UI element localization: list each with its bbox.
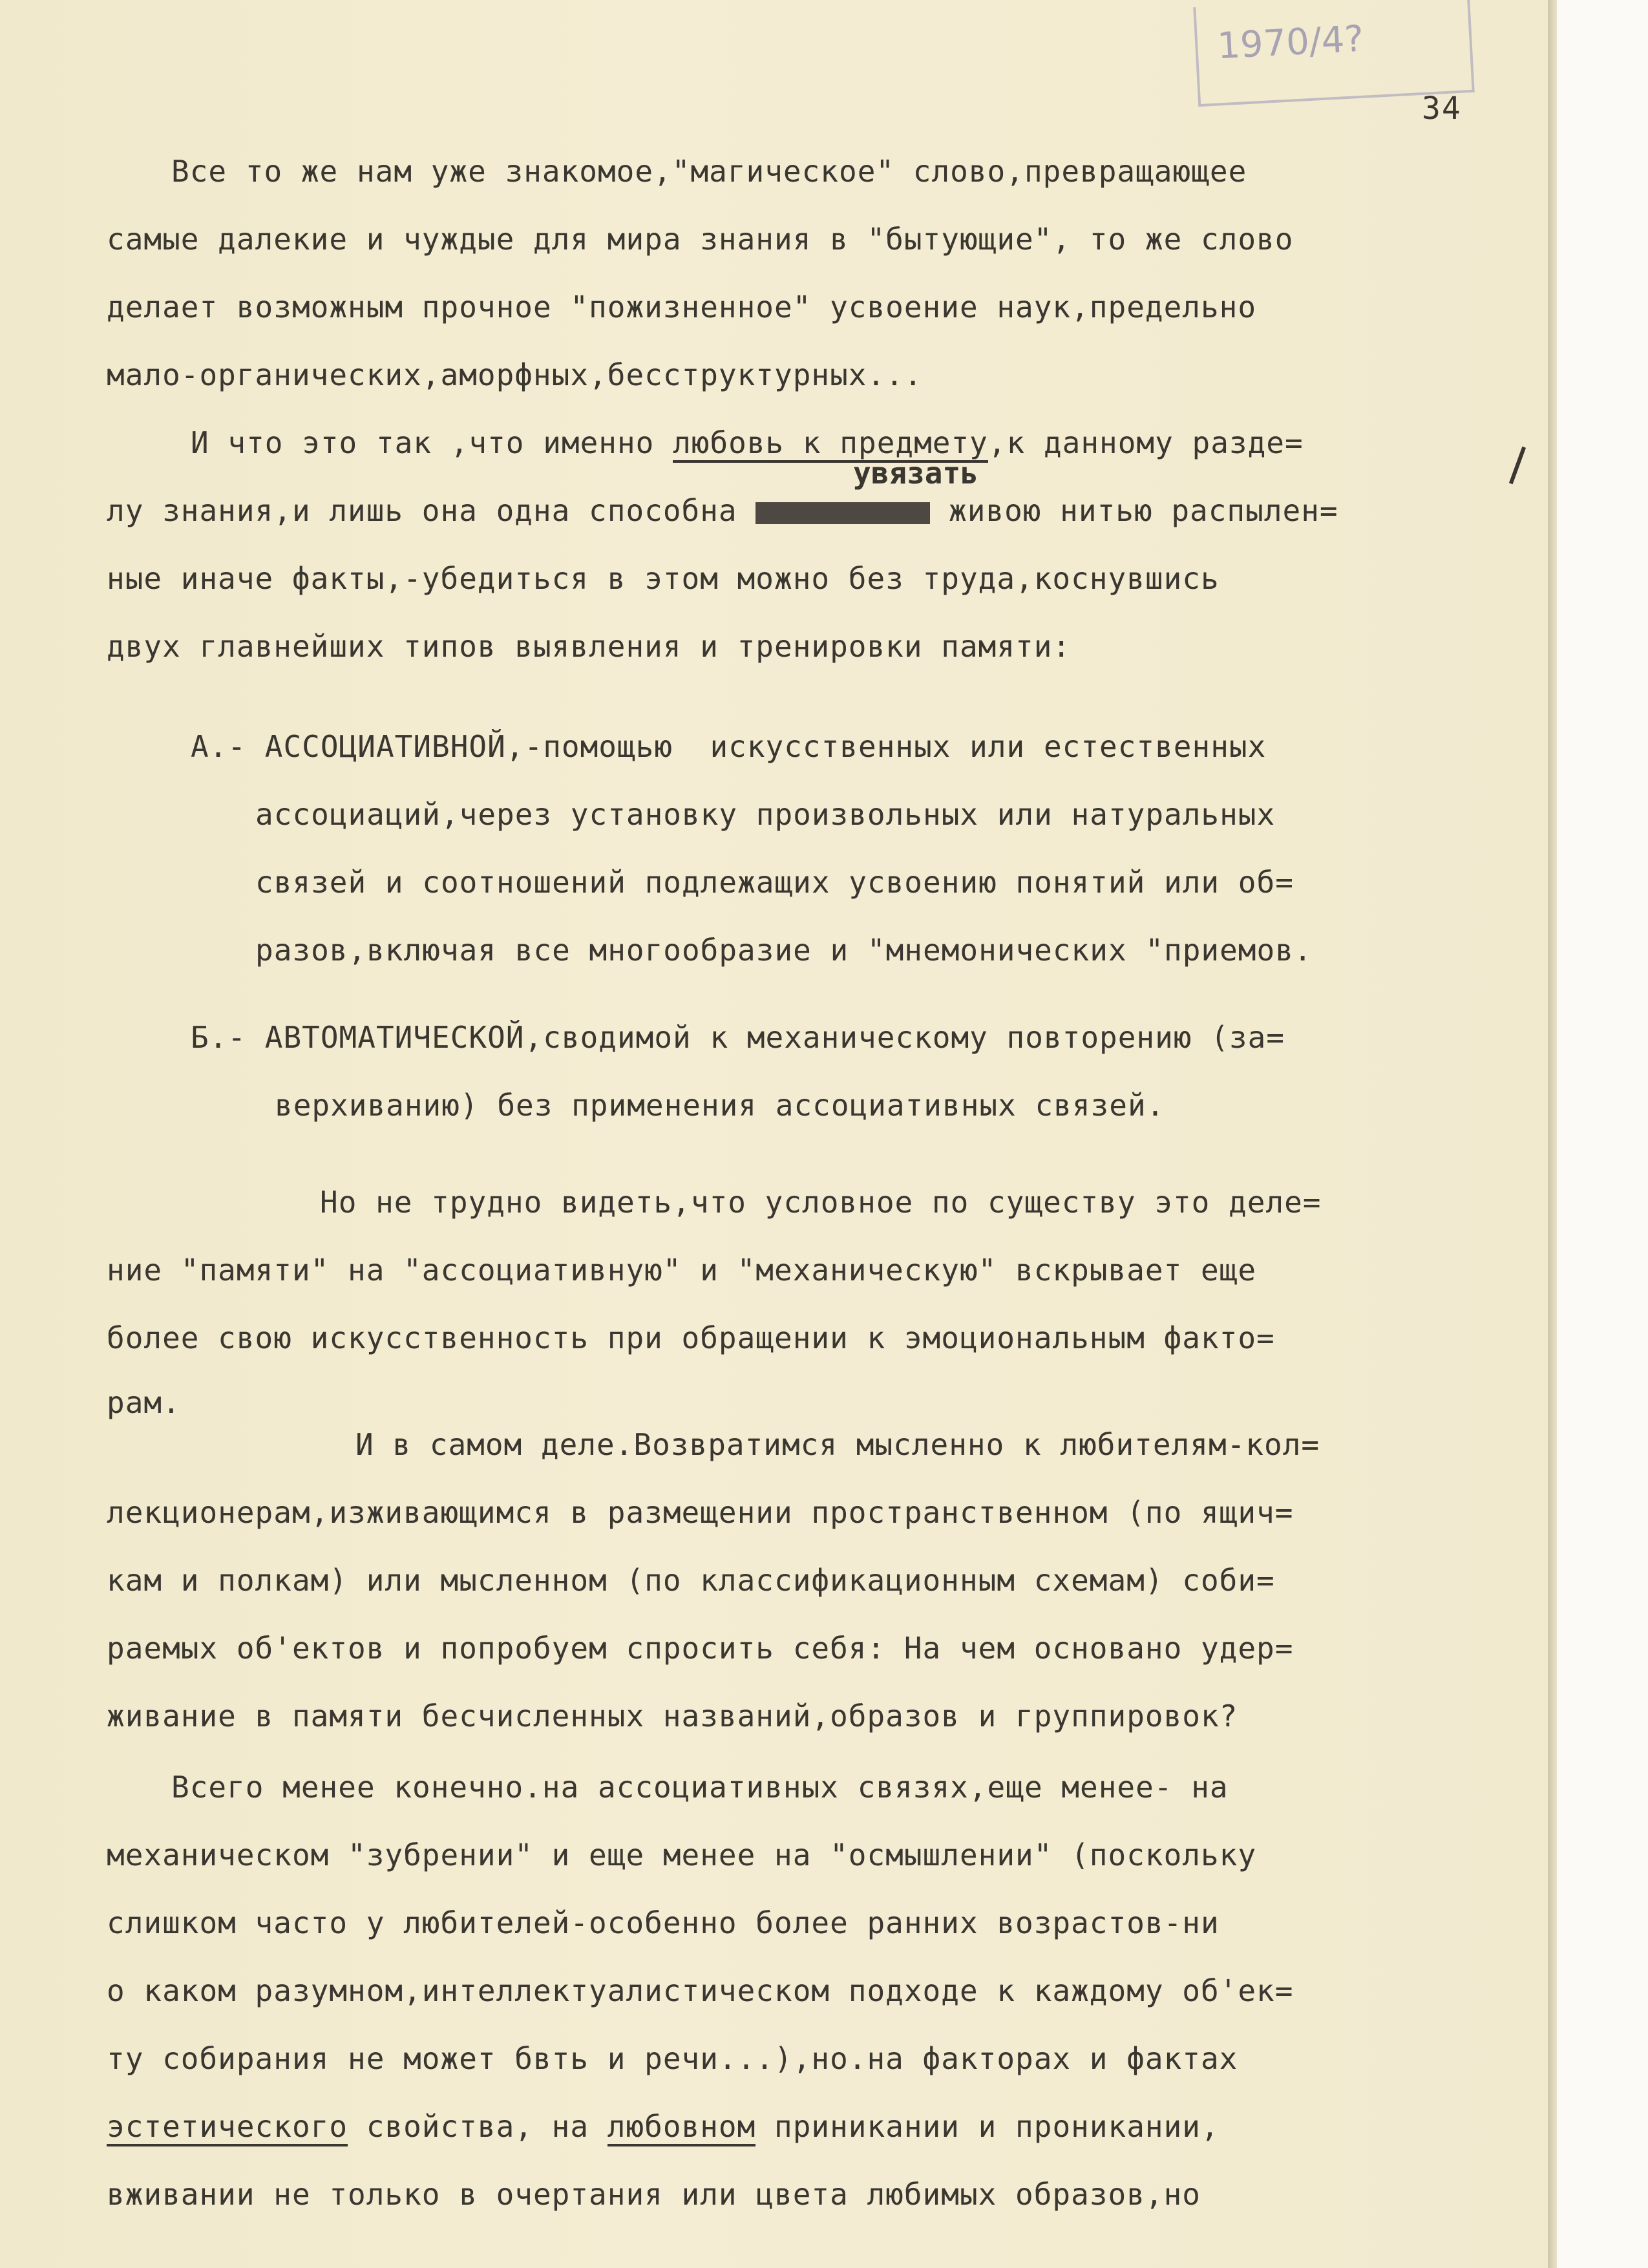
text-line-underlined: [107, 2107, 1220, 2146]
handwritten-insertion: увязать: [853, 456, 978, 491]
text-line: о каком разумном,интеллектуалистическом подходе к каждому об'ек=: [107, 1973, 1294, 2008]
text-line: лекционерам,изживающимся в размещении пространственном (по ящич=: [107, 1495, 1294, 1530]
text-line: более свою искусственность при обращении к эмоциональным факто=: [107, 1320, 1275, 1355]
text-line: кам и полкам) или мысленном (по классификационным схемам) соби=: [107, 1563, 1275, 1598]
background-strip: [1557, 0, 1648, 2268]
text-segment: лу знания,и лишь она одна способна: [107, 493, 737, 528]
struck-out-word: [755, 502, 930, 524]
text-line: Всего менее конечно.на ассоциативных связях,еще менее- на: [171, 1770, 1229, 1805]
underlined-word: любовном: [607, 2109, 756, 2146]
page-number: 34: [1422, 90, 1462, 127]
text-line: вживании не только в очертания или цвета любимых образов,но: [107, 2177, 1201, 2212]
text-line: разов,включая все многообразие и "мнемонических "приемов.: [255, 933, 1313, 968]
list-item-a: А.- АССОЦИАТИВНОЙ,-помощью искусственных или естественных: [191, 729, 1267, 764]
text-line: ние "памяти" на "ассоциативную" и "механическую" вскрывает еще: [107, 1253, 1257, 1288]
text-line: живание в памяти бесчисленных названий,образов и группировок?: [107, 1699, 1238, 1733]
text-line-underlined: [191, 423, 1304, 462]
text-line: Но не трудно видеть,что условное по существу это деле=: [320, 1185, 1322, 1220]
text-line: двух главнейших типов выявления и тренировки памяти:: [107, 629, 1072, 664]
text-segment: приникании и проникании,: [755, 2109, 1220, 2144]
text-line: связей и соотношений подлежащих усвоению понятий или об=: [255, 865, 1294, 900]
text-segment: свойства, на: [348, 2109, 607, 2144]
text-line-struck: [107, 491, 1338, 530]
underlined-word: эстетического: [107, 2109, 348, 2146]
list-item-b: Б.- АВТОМАТИЧЕСКОЙ,сводимой к механическому повторению (за=: [191, 1020, 1285, 1055]
text-segment: ,к данному разде=: [988, 425, 1304, 460]
page-edge-shadow: [1548, 0, 1557, 2268]
text-line: ассоциаций,через установку произвольных или натуральных: [255, 797, 1276, 832]
text-line: мало-органических,аморфных,бесструктурных...: [107, 357, 923, 392]
text-line: верхиванию) без применения ассоциативных связей.: [275, 1088, 1165, 1123]
text-line: делает возможным прочное "пожизненное" усвоение наук,предельно: [107, 290, 1257, 324]
text-segment: И что это так ,что именно: [191, 425, 673, 460]
text-line: самые далекие и чуждые для мира знания в "бытующие", то же слово: [107, 222, 1294, 257]
underlined-phrase: любовь к предмету: [673, 425, 988, 463]
text-line: ные иначе факты,-убедиться в этом можно без труда,коснувшись: [107, 561, 1220, 596]
text-line: рам.: [107, 1385, 181, 1420]
stamp-text: 1970/4?: [1216, 17, 1365, 68]
text-line: Все то же нам уже знакомое,"магическое" слово,превращающее: [171, 154, 1247, 189]
text-line: раемых об'ектов и попробуем спросить себя: На чем основано удер=: [107, 1631, 1294, 1666]
text-line: И в самом деле.Возвратимся мысленно к любителям-кол=: [355, 1427, 1320, 1462]
text-line: ту собирания не может бвть и речи...),но.на факторах и фактах: [107, 2041, 1238, 2076]
text-segment: живою нитью распылен=: [949, 493, 1338, 528]
text-line: слишком часто у любителей-особенно более ранних возрастов-ни: [107, 1905, 1220, 1940]
text-line: механическом "зубрении" и еще менее на "осмышлении" (поскольку: [107, 1838, 1257, 1872]
